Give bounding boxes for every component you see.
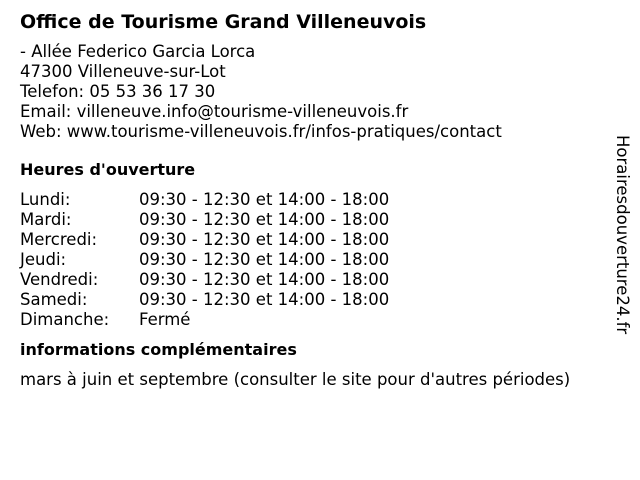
day-label: Lundi: (20, 190, 71, 209)
email-address: Email: villeneuve.info@tourisme-villeneuvois.fr (20, 102, 409, 121)
website-address: Web: www.tourisme-villeneuvois.fr/infos-pratiques/contact (20, 122, 502, 141)
time-value: 09:30 - 12:30 et 14:00 - 18:00 (139, 250, 390, 269)
day-label: Vendredi: (20, 270, 99, 289)
additional-info-text: mars à juin et septembre (consulter le site pour d'autres périodes) (20, 370, 571, 389)
site-brand-label: Horairesdouverture24.fr (613, 135, 632, 335)
office-info-card (20, 10, 595, 390)
office-title: Office de Tourisme Grand Villeneuvois (20, 11, 427, 33)
additional-info-heading: informations complémentaires (20, 340, 297, 359)
time-value: 09:30 - 12:30 et 14:00 - 18:00 (139, 270, 390, 289)
time-value: 09:30 - 12:30 et 14:00 - 18:00 (139, 230, 390, 249)
phone-number: Telefon: 05 53 36 17 30 (20, 82, 216, 101)
day-label: Mercredi: (20, 230, 98, 249)
contact-details (20, 42, 595, 142)
day-label: Samedi: (20, 290, 88, 309)
address-street: - Allée Federico Garcia Lorca (20, 42, 256, 61)
hours-row-sunday (20, 310, 595, 330)
day-label: Mardi: (20, 210, 72, 229)
time-value: 09:30 - 12:30 et 14:00 - 18:00 (139, 290, 390, 309)
hours-row-friday (20, 270, 595, 290)
day-label: Jeudi: (20, 250, 67, 269)
hours-row-monday (20, 190, 595, 210)
hours-row-saturday (20, 290, 595, 310)
time-value: 09:30 - 12:30 et 14:00 - 18:00 (139, 210, 390, 229)
hours-row-wednesday (20, 230, 595, 250)
opening-hours-table (20, 190, 595, 330)
opening-hours-heading: Heures d'ouverture (20, 160, 196, 179)
time-value: Fermé (139, 310, 191, 329)
hours-row-tuesday (20, 210, 595, 230)
address-city: 47300 Villeneuve-sur-Lot (20, 62, 226, 81)
time-value: 09:30 - 12:30 et 14:00 - 18:00 (139, 190, 390, 209)
hours-row-thursday (20, 250, 595, 270)
day-label: Dimanche: (20, 310, 110, 329)
